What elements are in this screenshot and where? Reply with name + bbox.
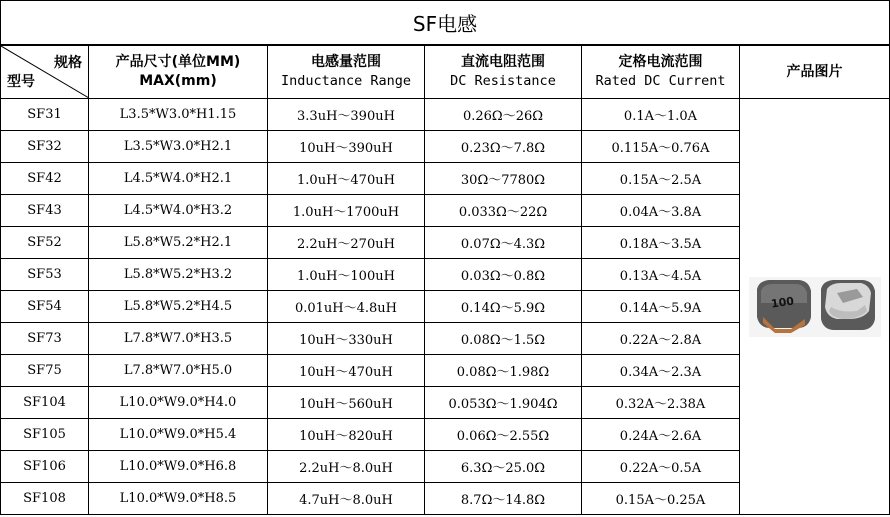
cell-current: 0.22A～2.8A: [582, 323, 740, 355]
cell-model: SF106: [1, 451, 89, 483]
header-inductance-en: Inductance Range: [280, 73, 412, 89]
cell-current: 0.1A～1.0A: [582, 99, 740, 131]
cell-dcr: 0.23Ω～7.8Ω: [425, 131, 582, 163]
cell-inductance: 10uH～390uH: [268, 131, 425, 163]
cell-model: SF105: [1, 419, 89, 451]
cell-size: L10.0*W9.0*H5.4: [89, 419, 268, 451]
header-resistance: [425, 45, 582, 99]
header-picture: 产品图片: [740, 45, 890, 99]
inductor-marking: 100: [769, 293, 795, 311]
product-photo-cell: [740, 99, 890, 515]
cell-current: 0.13A～4.5A: [582, 259, 740, 291]
cell-size: L4.5*W4.0*H3.2: [89, 195, 268, 227]
cell-dcr: 0.08Ω～1.5Ω: [425, 323, 582, 355]
cell-model: SF54: [1, 291, 89, 323]
header-spec-label: 规格: [54, 55, 82, 71]
cell-current: 0.18A～3.5A: [582, 227, 740, 259]
cell-dcr: 0.053Ω～1.904Ω: [425, 387, 582, 419]
cell-inductance: 2.2uH～270uH: [268, 227, 425, 259]
cell-dcr: 30Ω～7780Ω: [425, 163, 582, 195]
cell-size: L3.5*W3.0*H2.1: [89, 131, 268, 163]
cell-current: 0.34A～2.3A: [582, 355, 740, 387]
header-inductance-cn: 电感量范围: [311, 54, 381, 70]
cell-model: SF53: [1, 259, 89, 291]
cell-model: SF108: [1, 483, 89, 515]
cell-model: SF42: [1, 163, 89, 195]
cell-current: 0.22A～0.5A: [582, 451, 740, 483]
cell-inductance: 3.3uH～390uH: [268, 99, 425, 131]
header-size-en: MAX(mm): [139, 73, 217, 89]
cell-model: SF104: [1, 387, 89, 419]
cell-size: L10.0*W9.0*H6.8: [89, 451, 268, 483]
header-resistance-en: DC Resistance: [450, 73, 556, 89]
header-current: [582, 45, 740, 99]
cell-size: L5.8*W5.2*H4.5: [89, 291, 268, 323]
header-current-en: Rated DC Current: [595, 73, 726, 89]
cell-inductance: 0.01uH～4.8uH: [268, 291, 425, 323]
cell-model: SF75: [1, 355, 89, 387]
cell-model: SF43: [1, 195, 89, 227]
cell-dcr: 0.06Ω～2.55Ω: [425, 419, 582, 451]
cell-dcr: 8.7Ω～14.8Ω: [425, 483, 582, 515]
cell-inductance: 4.7uH～8.0uH: [268, 483, 425, 515]
header-size: [89, 45, 268, 99]
cell-current: 0.14A～5.9A: [582, 291, 740, 323]
cell-size: L10.0*W9.0*H8.5: [89, 483, 268, 515]
cell-dcr: 0.08Ω～1.98Ω: [425, 355, 582, 387]
cell-inductance: 1.0uH～100uH: [268, 259, 425, 291]
cell-size: L3.5*W3.0*H1.15: [89, 99, 268, 131]
header-inductance: [268, 45, 425, 99]
cell-current: 0.32A～2.38A: [582, 387, 740, 419]
cell-size: L5.8*W5.2*H3.2: [89, 259, 268, 291]
cell-size: L7.8*W7.0*H5.0: [89, 355, 268, 387]
table-row: [1, 99, 890, 131]
header-corner-cell: [1, 45, 89, 99]
cell-inductance: 10uH～560uH: [268, 387, 425, 419]
cell-model: SF73: [1, 323, 89, 355]
cell-inductance: 2.2uH～8.0uH: [268, 451, 425, 483]
header-resistance-cn: 直流电阻范围: [461, 54, 545, 70]
cell-size: L5.8*W5.2*H2.1: [89, 227, 268, 259]
cell-inductance: 1.0uH～470uH: [268, 163, 425, 195]
cell-dcr: 0.07Ω～4.3Ω: [425, 227, 582, 259]
inductor-photo: [745, 267, 885, 347]
cell-model: SF31: [1, 99, 89, 131]
cell-current: 0.15A～2.5A: [582, 163, 740, 195]
cell-current: 0.15A～0.25A: [582, 483, 740, 515]
table-title: SF电感: [1, 1, 890, 46]
header-model-label: 型号: [7, 74, 35, 90]
cell-size: L4.5*W4.0*H2.1: [89, 163, 268, 195]
header-current-cn: 定格电流范围: [618, 54, 703, 70]
cell-current: 0.24A～2.6A: [582, 419, 740, 451]
cell-inductance: 10uH～820uH: [268, 419, 425, 451]
cell-inductance: 10uH～470uH: [268, 355, 425, 387]
cell-current: 0.115A～0.76A: [582, 131, 740, 163]
cell-inductance: 10uH～330uH: [268, 323, 425, 355]
cell-size: L10.0*W9.0*H4.0: [89, 387, 268, 419]
cell-dcr: 0.03Ω～0.8Ω: [425, 259, 582, 291]
header-size-cn: 产品尺寸(单位MM): [115, 54, 241, 70]
cell-dcr: 0.26Ω～26Ω: [425, 99, 582, 131]
cell-model: SF32: [1, 131, 89, 163]
cell-current: 0.04A～3.8A: [582, 195, 740, 227]
cell-dcr: 6.3Ω～25.0Ω: [425, 451, 582, 483]
cell-model: SF52: [1, 227, 89, 259]
cell-dcr: 0.14Ω～5.9Ω: [425, 291, 582, 323]
cell-size: L7.8*W7.0*H3.5: [89, 323, 268, 355]
cell-dcr: 0.033Ω～22Ω: [425, 195, 582, 227]
cell-inductance: 1.0uH～1700uH: [268, 195, 425, 227]
